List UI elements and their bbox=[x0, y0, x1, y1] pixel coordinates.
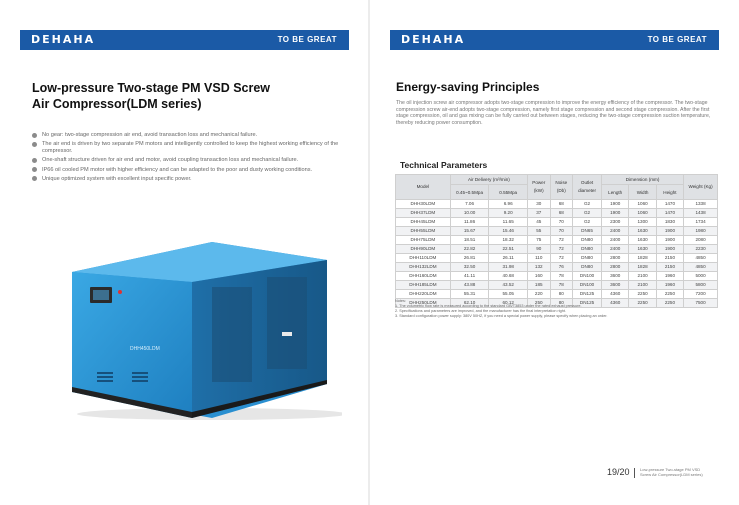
table-cell: 2250 bbox=[629, 299, 656, 308]
table-cell: 1960 bbox=[656, 272, 683, 281]
table-cell: 80 bbox=[550, 290, 573, 299]
bullet-dot-icon bbox=[32, 176, 37, 181]
footer-caption-line-1: Low-pressure Two-stage PM VSD bbox=[640, 467, 701, 472]
feature-text: IP66 oil cooled PM motor with higher efficiency and can be adapted to the poor and dusty working conditions. bbox=[42, 166, 313, 173]
feature-text: Unique optimized system with excellent input specific power. bbox=[42, 175, 192, 182]
table-cell: 2080 bbox=[684, 236, 718, 245]
table-cell: 15.46 bbox=[489, 227, 528, 236]
table-cell: 2400 bbox=[602, 236, 629, 245]
table-cell: DN125 bbox=[573, 290, 602, 299]
table-cell: 70 bbox=[550, 227, 573, 236]
table-cell: DHH55LDM bbox=[396, 227, 451, 236]
table-cell: 1338 bbox=[684, 200, 718, 209]
col-header-weight: Weight (Kg) bbox=[684, 175, 718, 200]
bullet-dot-icon bbox=[32, 158, 37, 163]
table-header-row bbox=[396, 175, 718, 185]
table-cell: DHH132LDM bbox=[396, 263, 451, 272]
bullet-dot-icon bbox=[32, 167, 37, 172]
page-number bbox=[607, 467, 637, 478]
feature-item bbox=[32, 157, 362, 164]
table-cell: 2250 bbox=[656, 290, 683, 299]
feature-item bbox=[32, 141, 362, 154]
table-cell: DHH250LDM bbox=[396, 299, 451, 308]
table-cell: 43.52 bbox=[489, 281, 528, 290]
table-cell: 1960 bbox=[656, 281, 683, 290]
col-header-height: Height bbox=[656, 185, 683, 200]
brand-slogan: TO BE GREAT bbox=[277, 35, 337, 44]
table-row bbox=[396, 290, 718, 299]
table-cell: DN80 bbox=[573, 236, 602, 245]
col-header-model: Model bbox=[396, 175, 451, 200]
table-cell: 60.12 bbox=[489, 299, 528, 308]
brand-logo: DEHAHA bbox=[401, 33, 466, 46]
note-line: 1. The volumetric flow rate is measured according to the standard GB/T3853 under the rated exhaust pressure. bbox=[395, 304, 582, 308]
table-cell: DN100 bbox=[573, 281, 602, 290]
table-cell: DN80 bbox=[573, 254, 602, 263]
table-cell: 1470 bbox=[656, 209, 683, 218]
machine-model-label: DHH450LDM bbox=[130, 346, 160, 352]
table-cell: 43.88 bbox=[450, 281, 489, 290]
table-row bbox=[396, 254, 718, 263]
table-cell: DN125 bbox=[573, 299, 602, 308]
table-cell: 80 bbox=[550, 299, 573, 308]
table-cell: 1900 bbox=[602, 209, 629, 218]
table-row bbox=[396, 245, 718, 254]
table-row bbox=[396, 209, 718, 218]
col-header-air-delivery: Air Delivery (m³/min) bbox=[450, 175, 527, 185]
note-line: 2. Specifications and parameters are improved, and the manufacturer has the final interpretation right. bbox=[395, 309, 566, 313]
table-cell: 250 bbox=[528, 299, 551, 308]
table-cell: 1300 bbox=[629, 218, 656, 227]
table-cell: 26.81 bbox=[450, 254, 489, 263]
left-page bbox=[0, 0, 369, 505]
brand-slogan: TO BE GREAT bbox=[647, 35, 707, 44]
table-cell: 2800 bbox=[602, 263, 629, 272]
feature-text: No gear: two-stage compression air end, avoid transaction loss and mechanical failure. bbox=[42, 132, 258, 138]
col-header-noise: Noise (Db) bbox=[550, 175, 573, 200]
table-cell: 41.11 bbox=[450, 272, 489, 281]
col-header-ad-high: 0.55Mpa bbox=[489, 185, 528, 200]
table-cell: 7200 bbox=[684, 290, 718, 299]
brand-logo: DEHAHA bbox=[31, 33, 96, 46]
table-cell: 4360 bbox=[602, 290, 629, 299]
table-cell: DHH185LDM bbox=[396, 281, 451, 290]
table-row bbox=[396, 218, 718, 227]
table-notes bbox=[395, 299, 725, 319]
table-cell: 70 bbox=[550, 218, 573, 227]
table-cell: 45 bbox=[528, 218, 551, 227]
table-cell: 185 bbox=[528, 281, 551, 290]
table-cell: 75 bbox=[528, 236, 551, 245]
table-cell: 1828 bbox=[629, 254, 656, 263]
feature-text: One-shaft structure driven for air end and motor, avoid coupling transaction loss and mechanical failure. bbox=[42, 157, 299, 164]
table-cell: 11.86 bbox=[450, 218, 489, 227]
col-header-ad-low: 0.45~0.5Mpa bbox=[450, 185, 489, 200]
table-cell: G2 bbox=[573, 200, 602, 209]
table-cell: DHH90LDM bbox=[396, 245, 451, 254]
table-cell: 1630 bbox=[629, 236, 656, 245]
table-cell: 1060 bbox=[629, 209, 656, 218]
col-header-width: Width bbox=[629, 185, 656, 200]
table-cell: 68 bbox=[550, 200, 573, 209]
table-cell: 55.05 bbox=[489, 290, 528, 299]
table-cell: 55.31 bbox=[450, 290, 489, 299]
table-cell: 72 bbox=[550, 245, 573, 254]
table-cell: 6.96 bbox=[489, 200, 528, 209]
table-cell: DHH75LDM bbox=[396, 236, 451, 245]
feature-item bbox=[32, 176, 362, 183]
feature-list bbox=[32, 132, 362, 185]
table-cell: 1630 bbox=[629, 227, 656, 236]
table-cell: 10.00 bbox=[450, 209, 489, 218]
table-cell: 4850 bbox=[684, 254, 718, 263]
table-cell: DHH45LDM bbox=[396, 218, 451, 227]
compressor-image bbox=[42, 232, 342, 422]
table-cell: 2800 bbox=[602, 254, 629, 263]
table-cell: 3600 bbox=[602, 281, 629, 290]
table-cell: 160 bbox=[528, 272, 551, 281]
table-cell: 1438 bbox=[684, 209, 718, 218]
bullet-dot-icon bbox=[32, 133, 37, 138]
table-cell: 5800 bbox=[684, 281, 718, 290]
table-cell: DHH30LDM bbox=[396, 200, 451, 209]
table-cell: DN80 bbox=[573, 245, 602, 254]
feature-text: The air end is driven by two separate PM motors and intelligently controlled to keep the highest working efficiency of the compressor. bbox=[42, 141, 339, 154]
footer-divider bbox=[634, 468, 635, 478]
table-cell: 78 bbox=[550, 281, 573, 290]
note-line: 3. Standard configuration power supply: 380V 50HZ, if you need a special power supply, please specify when placing an order. bbox=[395, 314, 608, 318]
table-cell: 72 bbox=[550, 236, 573, 245]
table-row bbox=[396, 227, 718, 236]
feature-item bbox=[32, 167, 362, 174]
section-title: Energy-saving Principles bbox=[396, 80, 540, 94]
bullet-dot-icon bbox=[32, 142, 37, 147]
table-cell: 26.11 bbox=[489, 254, 528, 263]
table-cell: 9.20 bbox=[489, 209, 528, 218]
table-cell: 55 bbox=[528, 227, 551, 236]
table-cell: 2100 bbox=[629, 281, 656, 290]
table-cell: 2100 bbox=[629, 272, 656, 281]
table-cell: 2400 bbox=[602, 227, 629, 236]
table-cell: 1830 bbox=[656, 218, 683, 227]
table-cell: 32.50 bbox=[450, 263, 489, 272]
table-cell: 2250 bbox=[629, 290, 656, 299]
table-row bbox=[396, 263, 718, 272]
table-row bbox=[396, 281, 718, 290]
product-title-line-1: Low-pressure Two-stage PM VSD Screw bbox=[32, 81, 271, 95]
table-cell: 18.32 bbox=[489, 236, 528, 245]
table-cell: DN100 bbox=[573, 272, 602, 281]
table-cell: DN65 bbox=[573, 227, 602, 236]
table-cell: DHH220LDM bbox=[396, 290, 451, 299]
table-cell: 78 bbox=[550, 272, 573, 281]
table-cell: 7500 bbox=[684, 299, 718, 308]
table-cell: 2300 bbox=[602, 218, 629, 227]
table-cell: 132 bbox=[528, 263, 551, 272]
table-row bbox=[396, 236, 718, 245]
table-cell: 7.06 bbox=[450, 200, 489, 209]
table-cell: G2 bbox=[573, 209, 602, 218]
table-cell: 2150 bbox=[656, 254, 683, 263]
table-cell: DN80 bbox=[573, 263, 602, 272]
table-cell: 76 bbox=[550, 263, 573, 272]
table-cell: 37 bbox=[528, 209, 551, 218]
col-header-length: Length bbox=[602, 185, 629, 200]
product-title-line-2: Air Compressor(LDM series) bbox=[32, 97, 202, 111]
table-cell: 18.51 bbox=[450, 236, 489, 245]
table-cell: 2230 bbox=[684, 245, 718, 254]
table-cell: 1900 bbox=[602, 200, 629, 209]
note-line: Notes: bbox=[395, 299, 406, 303]
table-cell: 2400 bbox=[602, 245, 629, 254]
page-number-text: 19/20 bbox=[607, 467, 630, 477]
table-cell: 1980 bbox=[684, 227, 718, 236]
table-cell: 11.65 bbox=[489, 218, 528, 227]
table-title: Technical Parameters bbox=[400, 160, 488, 170]
table-cell: 72 bbox=[550, 254, 573, 263]
table-cell: 110 bbox=[528, 254, 551, 263]
table-cell: 2150 bbox=[656, 263, 683, 272]
table-cell: 22.51 bbox=[489, 245, 528, 254]
header-bar bbox=[390, 30, 719, 50]
table-cell: 30 bbox=[528, 200, 551, 209]
table-cell: 15.67 bbox=[450, 227, 489, 236]
intro-paragraph: The oil injection screw air compressor adopts two-stage compression to improve the energy efficiency of the compressor. The two-stage compression screw air-end adopts two-stage compression, namely first stage compression and second stage compression. After the first stage compression, oil and gas mixing can be fully carried out between stages, reducing the two-stage compression suction temperature, thereby reducing power consumption. bbox=[396, 100, 711, 126]
col-header-outlet: Outlet diameter bbox=[573, 175, 602, 200]
table-cell: 4850 bbox=[684, 263, 718, 272]
table-body bbox=[396, 200, 718, 308]
table-cell: G2 bbox=[573, 218, 602, 227]
table-row bbox=[396, 272, 718, 281]
table-cell: 62.10 bbox=[450, 299, 489, 308]
col-header-dimension: Dimension (mm) bbox=[602, 175, 684, 185]
table-cell: 2250 bbox=[656, 299, 683, 308]
table-cell: 1630 bbox=[629, 245, 656, 254]
right-page bbox=[370, 0, 739, 505]
table-cell: 31.98 bbox=[489, 263, 528, 272]
table-cell: 40.68 bbox=[489, 272, 528, 281]
table-cell: 1734 bbox=[684, 218, 718, 227]
table-cell: 68 bbox=[550, 209, 573, 218]
table-cell: 1470 bbox=[656, 200, 683, 209]
table-cell: 1900 bbox=[656, 227, 683, 236]
footer-caption bbox=[640, 467, 710, 477]
table-cell: 5000 bbox=[684, 272, 718, 281]
table-cell: 1900 bbox=[656, 236, 683, 245]
product-title bbox=[32, 80, 342, 112]
table-cell: 1828 bbox=[629, 263, 656, 272]
table-row bbox=[396, 200, 718, 209]
table-cell: 1060 bbox=[629, 200, 656, 209]
table-cell: 1900 bbox=[656, 245, 683, 254]
table-cell: 3600 bbox=[602, 272, 629, 281]
table-cell: DHH160LDM bbox=[396, 272, 451, 281]
table-cell: 4360 bbox=[602, 299, 629, 308]
table-cell: 90 bbox=[528, 245, 551, 254]
footer-caption-line-2: Screw Air Compressor(LDM series) bbox=[640, 472, 703, 477]
technical-parameters-table bbox=[395, 174, 718, 308]
table-cell: 22.82 bbox=[450, 245, 489, 254]
header-bar bbox=[20, 30, 349, 50]
col-header-power: Power (kW) bbox=[528, 175, 551, 200]
table-cell: DHH37LDM bbox=[396, 209, 451, 218]
feature-item bbox=[32, 132, 362, 139]
table-cell: 220 bbox=[528, 290, 551, 299]
table-cell: DHH110LDM bbox=[396, 254, 451, 263]
